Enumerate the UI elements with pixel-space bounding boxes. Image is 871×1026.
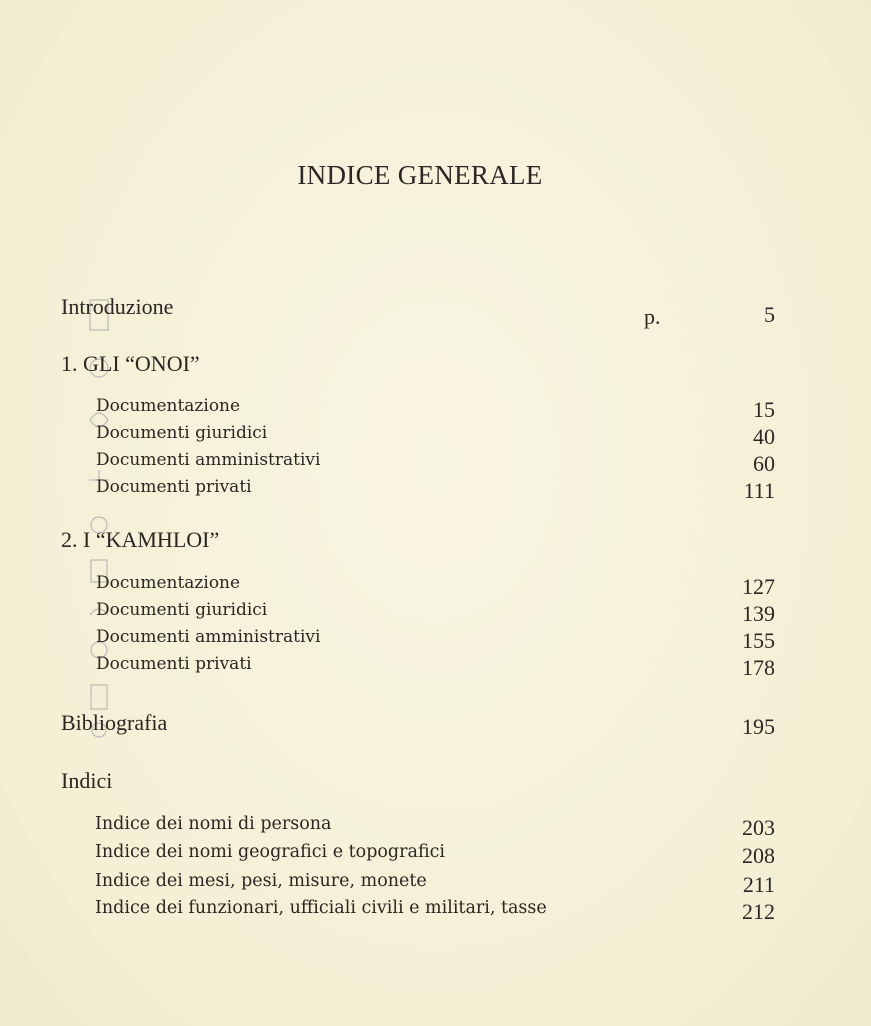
toc-row xyxy=(0,871,871,901)
toc-entry-label: Introduzione xyxy=(61,294,174,319)
toc-row xyxy=(0,573,871,603)
toc-entry-page: 127 xyxy=(742,574,775,599)
toc-entry-label: Documenti privati xyxy=(96,654,252,674)
toc-row xyxy=(0,527,871,557)
toc-entry-page: 195 xyxy=(742,714,775,739)
toc-row xyxy=(0,898,871,928)
toc-entry-page: 212 xyxy=(742,899,775,924)
toc-row xyxy=(0,351,871,381)
toc-entry-label: Documenti giuridici xyxy=(96,423,268,443)
toc-entry-page: 178 xyxy=(742,655,775,680)
toc-row xyxy=(0,710,871,740)
toc-row xyxy=(0,768,871,798)
toc-entry-page: 139 xyxy=(742,601,775,626)
toc-entry-page: 40 xyxy=(753,424,775,449)
page-prefix: p. xyxy=(644,304,661,329)
toc-section-heading: 2. I “KAMHLOI” xyxy=(61,527,220,552)
toc-row xyxy=(0,654,871,684)
toc-entry-page: 208 xyxy=(742,843,775,868)
toc-entry-label: Documentazione xyxy=(96,396,241,416)
toc-entry-page: 5 xyxy=(764,302,775,327)
toc-entry-page: 155 xyxy=(742,628,775,653)
toc-entry-page: 111 xyxy=(743,478,775,503)
toc-row xyxy=(0,450,871,480)
toc-entry-label: Documentazione xyxy=(96,573,241,593)
toc-entry-label: Indice dei mesi, pesi, misure, monete xyxy=(95,871,427,891)
toc-entry-label: Documenti amministrativi xyxy=(96,450,321,470)
toc-row xyxy=(0,600,871,630)
toc-row xyxy=(0,842,871,872)
toc-entry-page: 15 xyxy=(753,397,775,422)
toc-entry-label: Bibliografia xyxy=(61,710,168,735)
toc-row xyxy=(0,814,871,844)
toc-entry-page: 203 xyxy=(742,815,775,840)
toc-row xyxy=(0,396,871,426)
toc-section-heading: Indici xyxy=(61,768,113,793)
page-title: INDICE GENERALE xyxy=(297,160,543,190)
toc-entry-label: Documenti privati xyxy=(96,477,252,497)
toc-entry-label: Indice dei nomi geografici e topografici xyxy=(95,842,446,862)
toc-section-heading: 1. GLI “ONOI” xyxy=(61,351,200,376)
toc-entry-label: Indice dei nomi di persona xyxy=(95,814,332,834)
toc-row xyxy=(0,423,871,453)
toc-entry-label: Documenti giuridici xyxy=(96,600,268,620)
toc-entry-page: 60 xyxy=(753,451,775,476)
toc-entry-page: 211 xyxy=(742,872,775,897)
toc-row xyxy=(0,477,871,507)
toc-row xyxy=(0,627,871,657)
toc-entry-label: Documenti amministrativi xyxy=(96,627,321,647)
toc-entry-label: Indice dei funzionari, ufficiali civili e militari, tasse xyxy=(95,898,547,918)
toc-row xyxy=(0,294,871,329)
